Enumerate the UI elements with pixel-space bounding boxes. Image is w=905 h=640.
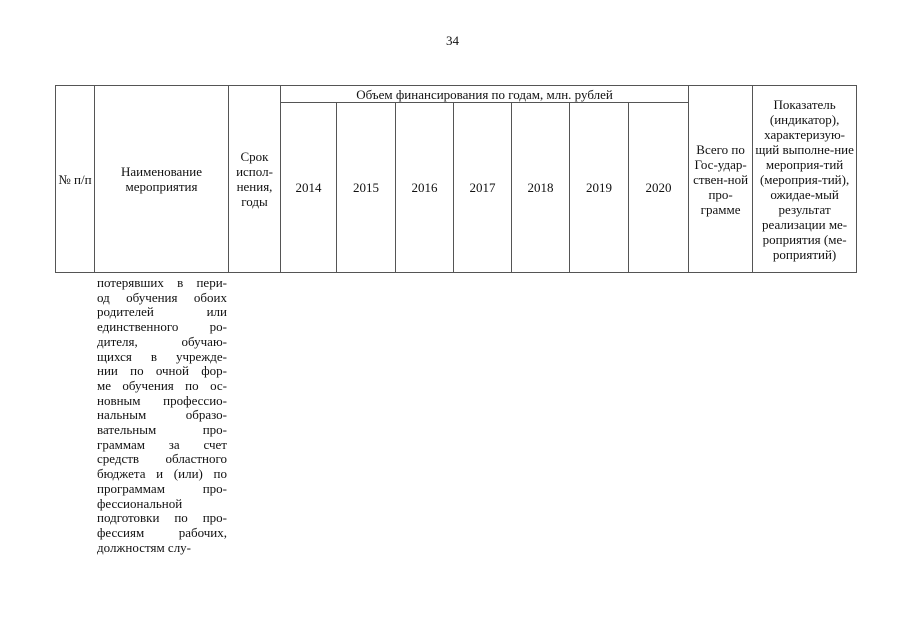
continuation-line: подготовки по про- — [97, 510, 227, 526]
header-year-2018: 2018 — [512, 103, 570, 273]
continuation-line: программам про- — [97, 480, 227, 496]
header-funding — [281, 86, 689, 103]
header-year-2014: 2014 — [281, 103, 337, 273]
header-year-2017: 2017 — [454, 103, 512, 273]
header-term — [229, 86, 281, 273]
continuation-line: фессиональной — [97, 495, 183, 511]
continuation-line: ме обучения по ос- — [97, 377, 227, 393]
header-year-2020: 2020 — [629, 103, 689, 273]
header-total-label: Всего по Гос-удар-ствен-ной про-грамме — [693, 141, 749, 217]
header-number-label: № п/п — [58, 171, 92, 187]
continuation-line: граммам за счет — [97, 436, 227, 452]
header-total — [689, 86, 753, 273]
continuation-line: дителя, обучаю- — [97, 333, 227, 349]
header-term-label: Срок испол-нения, годы — [236, 149, 273, 209]
header-year-2015: 2015 — [337, 103, 396, 273]
header-funding-label: Объем финансирования по годам, млн. рублей — [356, 86, 613, 102]
continuation-line: родителей или — [97, 304, 227, 320]
continuation-line: новным профессио- — [97, 392, 227, 408]
continuation-line: бюджета и (или) по — [97, 466, 227, 482]
header-activity-name-label: Наименование мероприятия — [121, 164, 202, 194]
program-activities-table-header — [55, 85, 857, 273]
continuation-line: од обучения обоих — [97, 289, 227, 305]
activity-name-continuation — [97, 276, 227, 555]
continuation-line: должностям слу- — [97, 539, 192, 555]
continuation-line: потерявших в пери- — [97, 275, 227, 290]
header-activity-name — [95, 86, 229, 273]
header-year-2016: 2016 — [396, 103, 454, 273]
page-number: 34 — [446, 33, 459, 48]
header-number — [56, 86, 95, 273]
continuation-line: нальным образо- — [97, 407, 227, 423]
header-indicator-label: Показатель (индикатор), характеризую-щий выполне-ние мероприя-тий (мероприя-тий), ожидае-мый результат реализации ме-роприятия (ме-роприятий) — [755, 96, 854, 262]
header-year-2019: 2019 — [570, 103, 629, 273]
continuation-line: фессиям рабочих, — [97, 524, 227, 540]
header-indicator — [753, 86, 857, 273]
continuation-line: средств областного — [97, 451, 227, 467]
continuation-line: единственного ро- — [97, 319, 227, 335]
continuation-line: щихся в учрежде- — [97, 348, 227, 364]
continuation-line: вательным про- — [97, 422, 227, 438]
continuation-line: нии по очной фор- — [97, 363, 227, 379]
